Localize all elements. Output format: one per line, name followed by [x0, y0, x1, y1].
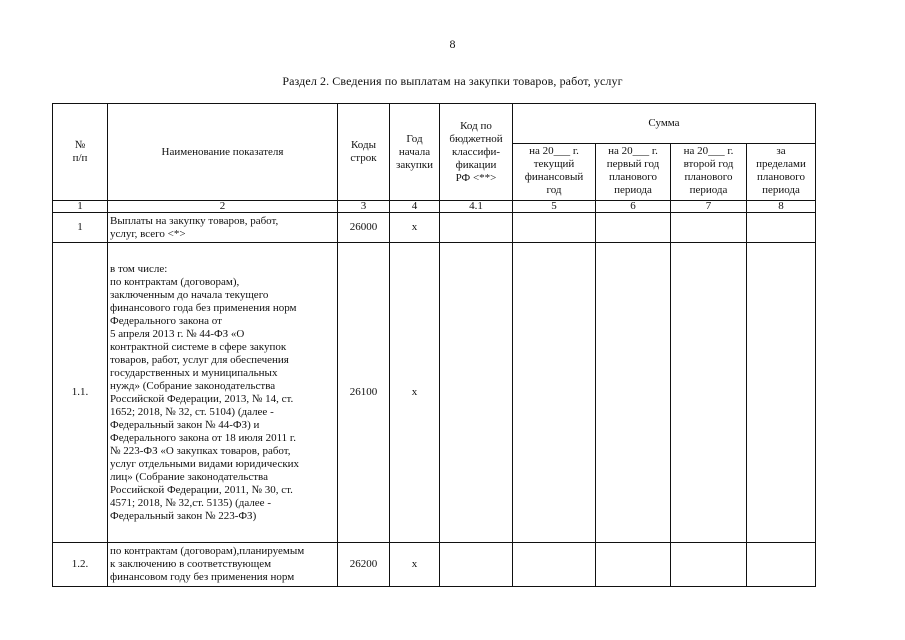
- header-sum-beyond: за пределами планового периода: [747, 144, 816, 201]
- header-budget-code: Код по бюджетной классифи- фикации РФ <**>: [440, 104, 513, 201]
- row-code: 26000: [338, 213, 390, 243]
- row-sum-first: [596, 213, 671, 243]
- row-sum-second: [671, 213, 747, 243]
- header-num: № п/п: [53, 104, 108, 201]
- row-name: по контрактам (договорам),планируемым к заключению в соответствующем финансовом году без применения норм: [108, 543, 338, 587]
- header-sum-current: на 20___ г. текущий финансовый год: [513, 144, 596, 201]
- header-sum: Сумма: [513, 104, 816, 144]
- column-number: 3: [338, 201, 390, 213]
- row-sum-current: [513, 213, 596, 243]
- column-number: 4.1: [440, 201, 513, 213]
- header-sum-second: на 20___ г. второй год планового периода: [671, 144, 747, 201]
- row-year: x: [390, 243, 440, 543]
- row-sum-current: [513, 543, 596, 587]
- row-num: 1.2.: [53, 543, 108, 587]
- section-title: Раздел 2. Сведения по выплатам на закупки товаров, работ, услуг: [282, 74, 623, 88]
- column-number-row: [53, 201, 816, 213]
- row-year: x: [390, 213, 440, 243]
- row-sum-beyond: [747, 543, 816, 587]
- row-num: 1.1.: [53, 243, 108, 543]
- row-code: 26100: [338, 243, 390, 543]
- column-number: 2: [108, 201, 338, 213]
- column-number: 7: [671, 201, 747, 213]
- header-row-top: [53, 104, 816, 144]
- row-sum-second: [671, 243, 747, 543]
- row-name: в том числе: по контрактам (договорам), заключенным до начала текущего финансового года без применения норм Федерального закона от 5 апреля 2013 г. № 44-ФЗ «О контрактной системе в сфере закупок товаров, работ, услуг для обеспечения государственных и муниципальных нужд» (Собрание законодательства Российской Федерации, 2013, № 14, ст. 1652; 2018, № 32, ст. 5104) (далее - Федеральный закон № 44-ФЗ) и Федерального закона от 18 июля 2011 г. № 223-ФЗ «О закупках товаров, работ, услуг отдельными видами юридических лиц» (Собрание законодательства Российской Федерации, 2011, № 30, ст. 4571; 2018, № 32,ст. 5135) (далее - Федеральный закон № 223-ФЗ): [108, 243, 338, 543]
- row-sum-first: [596, 543, 671, 587]
- column-number: 5: [513, 201, 596, 213]
- column-number: 1: [53, 201, 108, 213]
- table-row: [53, 213, 816, 243]
- header-year: Год начала закупки: [390, 104, 440, 201]
- row-sum-beyond: [747, 243, 816, 543]
- row-code: 26200: [338, 543, 390, 587]
- row-budget-code: [440, 543, 513, 587]
- header-codes: Коды строк: [338, 104, 390, 201]
- header-name: Наименование показателя: [108, 104, 338, 201]
- column-number: 6: [596, 201, 671, 213]
- header-sum-first: на 20___ г. первый год планового периода: [596, 144, 671, 201]
- page-number: 8: [449, 37, 456, 51]
- row-budget-code: [440, 243, 513, 543]
- payout-table: [52, 103, 816, 587]
- row-sum-second: [671, 543, 747, 587]
- row-budget-code: [440, 213, 513, 243]
- column-number: 8: [747, 201, 816, 213]
- row-year: x: [390, 543, 440, 587]
- row-name: Выплаты на закупку товаров, работ, услуг, всего <*>: [108, 213, 338, 243]
- row-num: 1: [53, 213, 108, 243]
- row-sum-current: [513, 243, 596, 543]
- row-sum-beyond: [747, 213, 816, 243]
- column-number: 4: [390, 201, 440, 213]
- table-row: [53, 543, 816, 587]
- table-row: [53, 243, 816, 543]
- row-sum-first: [596, 243, 671, 543]
